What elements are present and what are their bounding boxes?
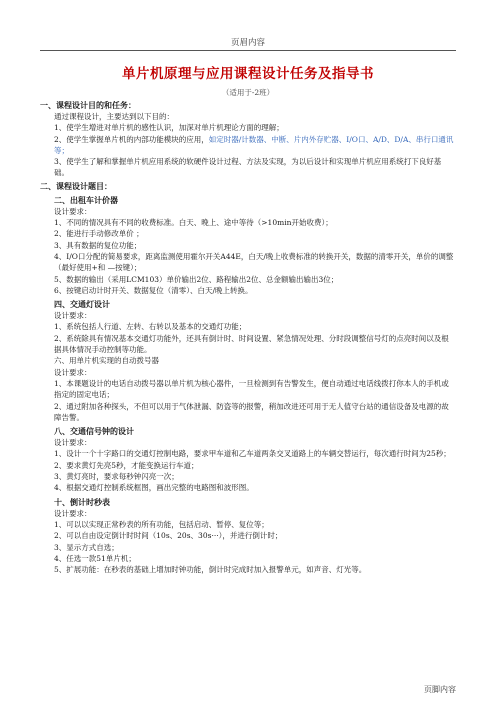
paragraph <box>40 122 456 133</box>
paragraph: 6、按键启动计时开关、数据复位（清零）、白天/晚上转换。 <box>54 285 253 295</box>
paragraph: 4、根据交通灯控制系统框图，画出完整的电路图和波形图。 <box>54 483 254 493</box>
document-body <box>40 64 456 575</box>
document-title: 单片机原理与应用课程设计任务及指导书 <box>122 66 374 82</box>
paragraph: 1、设计一个十字路口的交通灯控制电路，要求甲车道和乙车道两条交叉道路上的车辆交替运行，每次通行时间为25秒； <box>54 449 451 459</box>
paragraph: 3、具有数据的复位功能； <box>54 240 142 250</box>
topic-heading-countdown-timer: 十、倒计时秒表 <box>54 496 110 507</box>
text-line: 1、使学生增进对单片机的感性认识，加深对单片机理论方面的理解； <box>54 123 284 133</box>
paragraph: 1、可以以实现正常秒表的所有功能，包括启动、暂停、复位等； <box>54 519 269 529</box>
paragraph: 设计要求： <box>54 508 92 518</box>
paragraph: 1、系统包括人行道、左转、右转以及基本的交通灯功能； <box>54 322 247 332</box>
paragraph: 通过课程设计，主要达到以下目的： <box>54 112 174 121</box>
paragraph <box>40 134 456 157</box>
paragraph: 4、任选一款51单片机； <box>54 553 136 563</box>
section-heading-topics: 二、课程设计题目： <box>40 180 112 191</box>
text-line: 2、使学生掌握单片机的内部功能模块的应用， <box>54 134 209 144</box>
page-footer: 页脚内容 <box>424 685 456 694</box>
topic-heading-taxi-meter: 二、出租车计价器 <box>54 194 118 205</box>
section-heading-purpose: 一、课程设计目的和任务： <box>40 100 136 110</box>
paragraph: 设计要求： <box>54 367 92 377</box>
paragraph: 2、要求黄灯先亮5秒，才能变换运行车道； <box>54 460 199 470</box>
topic-heading-traffic-clock: 八、交通信号钟的设计 <box>54 426 134 437</box>
document-subtitle: （适用于-2班） <box>221 88 275 97</box>
paragraph: 2、系统除具有情况基本交通灯功能外，还具有倒计时、时间设置、紧急情况处理、分时段调整信号灯的点亮时间以及根据具体情况手动控制等功能。 <box>54 333 449 355</box>
topic-heading-auto-dialer: 六、用单片机实现的自动拨号器 <box>54 356 159 366</box>
paragraph: 设计要求： <box>54 311 92 321</box>
paragraph: 2、能进行手动修改单价 ； <box>54 229 144 239</box>
paragraph: 设计要求： <box>54 438 92 448</box>
paragraph: 2、可以自由设定倒计时时间（10s、20s、30s···），并进行倒计时； <box>54 531 283 541</box>
header-divider <box>40 50 456 51</box>
topic-heading-traffic-light: 四、交通灯设计 <box>54 299 110 310</box>
paragraph: 3、使学生了解和掌握单片机应用系统的软硬件设计过程、方法及实现，为以后设计和实现单片机应用系统打下良好基础。 <box>54 157 442 178</box>
page-header: 页眉内容 <box>230 38 265 48</box>
paragraph: 5、数据的输出（采用LCM103）单价输出2位、路程输出2位、总金额输出输出3位； <box>54 274 339 284</box>
paragraph: 设计要求： <box>54 206 92 216</box>
paragraph: 3、黄灯亮时，要求每秒钟闪亮一次； <box>54 472 179 482</box>
paragraph: 1、本课题设计的电话自动拨号器以单片机为核心器件，一旦检测到有告警发生，便自动通过电话线拨打你本人的手机或指定的固定电话； <box>54 378 449 400</box>
highlighted-text: 如定时器/计数器、中断、片内外存贮器、I/O口、A/D、D/A、串行口通讯等； <box>54 134 454 155</box>
paragraph: 5、扩展功能：在秒表的基础上增加时钟功能，倒计时完成时加入报警单元，如声音、灯光等。 <box>54 565 367 575</box>
paragraph: 3、显示方式自选； <box>54 542 119 552</box>
paragraph: 2、通过附加各种探头，不但可以用于气体泄漏、防盗等的报警，稍加改进还可用于无人值守台站的通信设备及电源的故障告警。 <box>54 401 449 422</box>
paragraph: 1、不同的情况具有不同的收费标准。白天、晚上、途中等待（>10min开始收费）； <box>54 218 333 228</box>
paragraph: 4、I/O口分配的简易要求，距离监测使用霍尔开关A44E，白天/晚上收费标准的转换开关，数据的清零开关，单价的调整（最好使用+和 —按键）； <box>54 251 454 273</box>
